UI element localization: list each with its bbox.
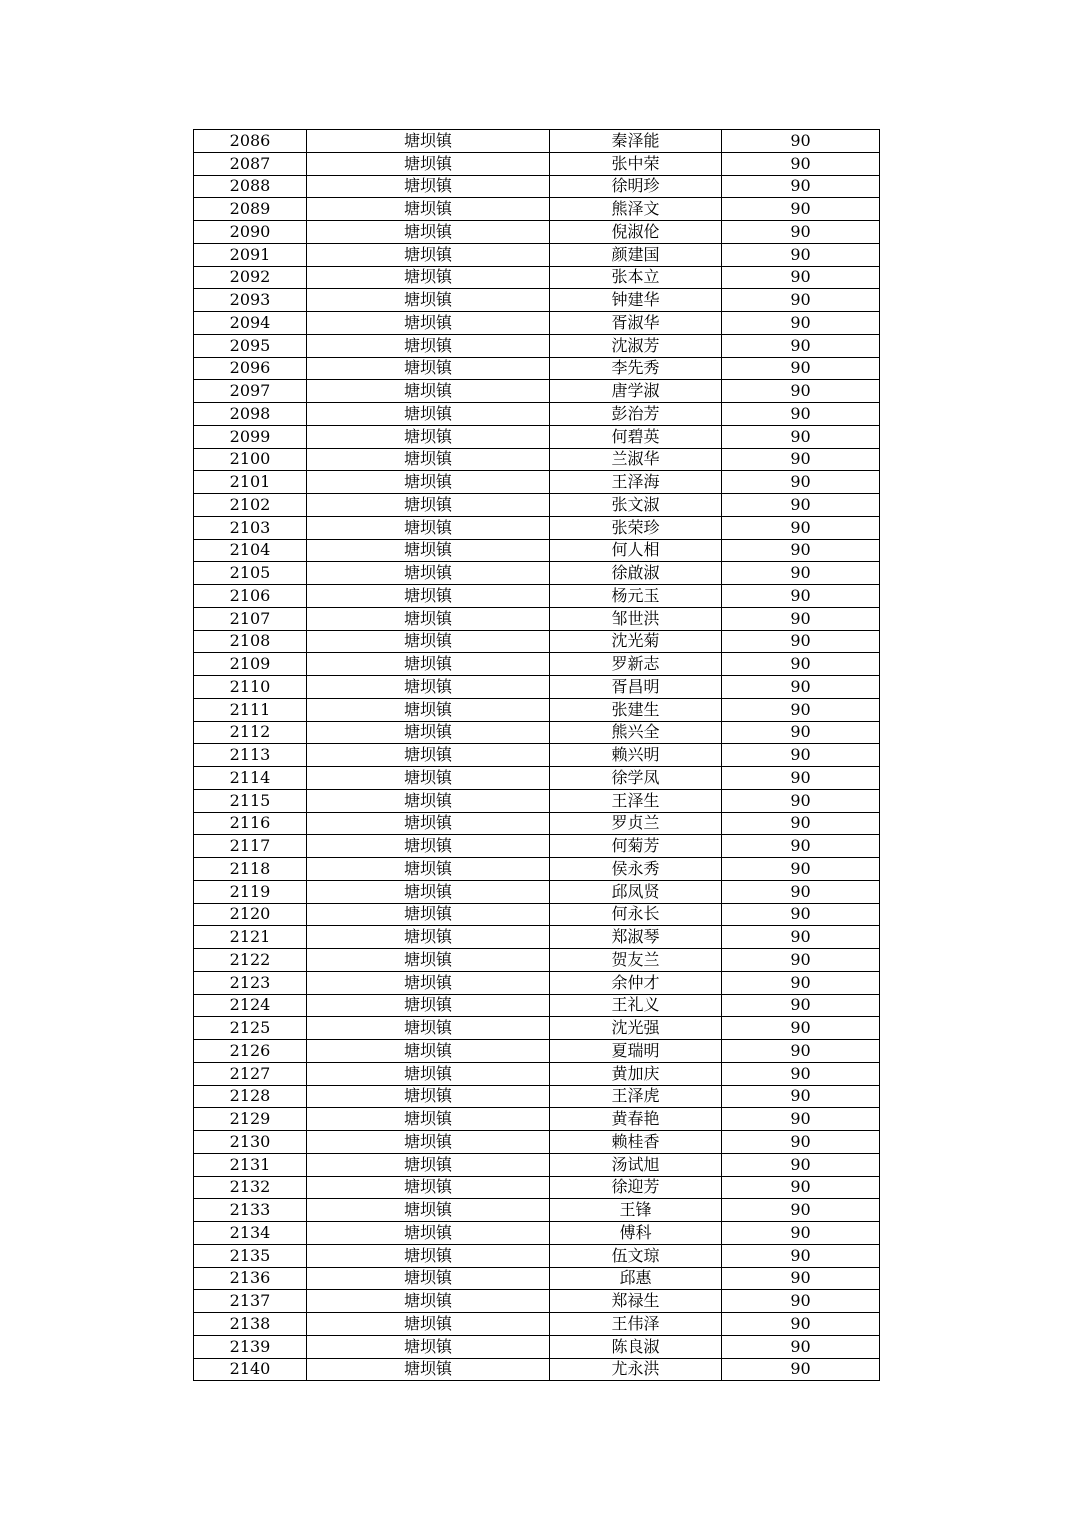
town-cell: 塘坝镇 xyxy=(307,403,550,426)
name-cell: 王泽生 xyxy=(550,789,722,812)
table-row xyxy=(194,1176,880,1199)
name-cell: 何人相 xyxy=(550,539,722,562)
row-number-cell: 2139 xyxy=(194,1335,307,1358)
town-cell: 塘坝镇 xyxy=(307,425,550,448)
value-cell: 90 xyxy=(722,880,880,903)
value-cell: 90 xyxy=(722,1131,880,1154)
town-cell: 塘坝镇 xyxy=(307,1131,550,1154)
table-row xyxy=(194,198,880,221)
town-cell: 塘坝镇 xyxy=(307,744,550,767)
town-cell: 塘坝镇 xyxy=(307,767,550,790)
town-cell: 塘坝镇 xyxy=(307,289,550,312)
value-cell: 90 xyxy=(722,539,880,562)
town-cell: 塘坝镇 xyxy=(307,789,550,812)
town-cell: 塘坝镇 xyxy=(307,676,550,699)
name-cell: 王泽海 xyxy=(550,471,722,494)
name-cell: 何碧英 xyxy=(550,425,722,448)
table-row xyxy=(194,175,880,198)
town-cell: 塘坝镇 xyxy=(307,243,550,266)
table-row xyxy=(194,380,880,403)
name-cell: 沈光强 xyxy=(550,1017,722,1040)
table-row xyxy=(194,1267,880,1290)
town-cell: 塘坝镇 xyxy=(307,494,550,517)
town-cell: 塘坝镇 xyxy=(307,698,550,721)
value-cell: 90 xyxy=(722,971,880,994)
table-row xyxy=(194,516,880,539)
table-row xyxy=(194,1358,880,1381)
town-cell: 塘坝镇 xyxy=(307,1358,550,1381)
value-cell: 90 xyxy=(722,585,880,608)
row-number-cell: 2137 xyxy=(194,1290,307,1313)
name-cell: 颜建国 xyxy=(550,243,722,266)
town-cell: 塘坝镇 xyxy=(307,1085,550,1108)
town-cell: 塘坝镇 xyxy=(307,448,550,471)
table-row xyxy=(194,1131,880,1154)
value-cell: 90 xyxy=(722,698,880,721)
town-cell: 塘坝镇 xyxy=(307,1108,550,1131)
row-number-cell: 2126 xyxy=(194,1040,307,1063)
row-number-cell: 2121 xyxy=(194,926,307,949)
table-row xyxy=(194,539,880,562)
row-number-cell: 2106 xyxy=(194,585,307,608)
table-row xyxy=(194,994,880,1017)
town-cell: 塘坝镇 xyxy=(307,1176,550,1199)
table-row xyxy=(194,835,880,858)
table-row xyxy=(194,448,880,471)
value-cell: 90 xyxy=(722,198,880,221)
value-cell: 90 xyxy=(722,835,880,858)
table-row xyxy=(194,1222,880,1245)
value-cell: 90 xyxy=(722,494,880,517)
town-cell: 塘坝镇 xyxy=(307,607,550,630)
name-cell: 钟建华 xyxy=(550,289,722,312)
name-cell: 徐明珍 xyxy=(550,175,722,198)
row-number-cell: 2089 xyxy=(194,198,307,221)
table-row xyxy=(194,971,880,994)
name-cell: 王伟泽 xyxy=(550,1313,722,1336)
row-number-cell: 2093 xyxy=(194,289,307,312)
name-cell: 何永长 xyxy=(550,903,722,926)
table-row xyxy=(194,1290,880,1313)
row-number-cell: 2103 xyxy=(194,516,307,539)
town-cell: 塘坝镇 xyxy=(307,585,550,608)
row-number-cell: 2105 xyxy=(194,562,307,585)
row-number-cell: 2092 xyxy=(194,266,307,289)
table-row xyxy=(194,243,880,266)
row-number-cell: 2102 xyxy=(194,494,307,517)
name-cell: 侯永秀 xyxy=(550,858,722,881)
town-cell: 塘坝镇 xyxy=(307,1290,550,1313)
row-number-cell: 2125 xyxy=(194,1017,307,1040)
row-number-cell: 2091 xyxy=(194,243,307,266)
name-cell: 张本立 xyxy=(550,266,722,289)
name-cell: 汤试旭 xyxy=(550,1153,722,1176)
row-number-cell: 2086 xyxy=(194,130,307,153)
name-cell: 邱惠 xyxy=(550,1267,722,1290)
value-cell: 90 xyxy=(722,1358,880,1381)
value-cell: 90 xyxy=(722,562,880,585)
name-cell: 张中荣 xyxy=(550,152,722,175)
table-row xyxy=(194,812,880,835)
value-cell: 90 xyxy=(722,767,880,790)
table-row xyxy=(194,676,880,699)
value-cell: 90 xyxy=(722,653,880,676)
row-number-cell: 2101 xyxy=(194,471,307,494)
town-cell: 塘坝镇 xyxy=(307,1199,550,1222)
town-cell: 塘坝镇 xyxy=(307,926,550,949)
value-cell: 90 xyxy=(722,812,880,835)
name-cell: 赖兴明 xyxy=(550,744,722,767)
town-cell: 塘坝镇 xyxy=(307,1040,550,1063)
row-number-cell: 2113 xyxy=(194,744,307,767)
row-number-cell: 2118 xyxy=(194,858,307,881)
town-cell: 塘坝镇 xyxy=(307,812,550,835)
table-row xyxy=(194,789,880,812)
name-cell: 傅科 xyxy=(550,1222,722,1245)
name-cell: 陈良淑 xyxy=(550,1335,722,1358)
name-cell: 黄加庆 xyxy=(550,1062,722,1085)
value-cell: 90 xyxy=(722,1085,880,1108)
town-cell: 塘坝镇 xyxy=(307,1153,550,1176)
town-cell: 塘坝镇 xyxy=(307,630,550,653)
town-cell: 塘坝镇 xyxy=(307,721,550,744)
name-cell: 兰淑华 xyxy=(550,448,722,471)
table-row xyxy=(194,1199,880,1222)
row-number-cell: 2117 xyxy=(194,835,307,858)
row-number-cell: 2130 xyxy=(194,1131,307,1154)
table-row xyxy=(194,1062,880,1085)
town-cell: 塘坝镇 xyxy=(307,1244,550,1267)
town-cell: 塘坝镇 xyxy=(307,835,550,858)
value-cell: 90 xyxy=(722,744,880,767)
town-cell: 塘坝镇 xyxy=(307,994,550,1017)
value-cell: 90 xyxy=(722,221,880,244)
town-cell: 塘坝镇 xyxy=(307,1017,550,1040)
town-cell: 塘坝镇 xyxy=(307,539,550,562)
value-cell: 90 xyxy=(722,448,880,471)
name-cell: 秦泽能 xyxy=(550,130,722,153)
table-row xyxy=(194,130,880,153)
row-number-cell: 2135 xyxy=(194,1244,307,1267)
row-number-cell: 2090 xyxy=(194,221,307,244)
table-row xyxy=(194,289,880,312)
town-cell: 塘坝镇 xyxy=(307,516,550,539)
name-cell: 彭治芳 xyxy=(550,403,722,426)
table-row xyxy=(194,698,880,721)
row-number-cell: 2138 xyxy=(194,1313,307,1336)
value-cell: 90 xyxy=(722,152,880,175)
value-cell: 90 xyxy=(722,1108,880,1131)
row-number-cell: 2108 xyxy=(194,630,307,653)
table-row xyxy=(194,653,880,676)
name-cell: 伍文琼 xyxy=(550,1244,722,1267)
row-number-cell: 2140 xyxy=(194,1358,307,1381)
table-row xyxy=(194,1040,880,1063)
row-number-cell: 2122 xyxy=(194,949,307,972)
value-cell: 90 xyxy=(722,1222,880,1245)
table-row xyxy=(194,585,880,608)
town-cell: 塘坝镇 xyxy=(307,357,550,380)
name-cell: 熊泽文 xyxy=(550,198,722,221)
town-cell: 塘坝镇 xyxy=(307,858,550,881)
value-cell: 90 xyxy=(722,1199,880,1222)
value-cell: 90 xyxy=(722,1290,880,1313)
value-cell: 90 xyxy=(722,721,880,744)
name-cell: 张荣珍 xyxy=(550,516,722,539)
row-number-cell: 2111 xyxy=(194,698,307,721)
value-cell: 90 xyxy=(722,630,880,653)
table-row xyxy=(194,1017,880,1040)
table-row xyxy=(194,494,880,517)
name-cell: 尤永洪 xyxy=(550,1358,722,1381)
town-cell: 塘坝镇 xyxy=(307,175,550,198)
name-cell: 王礼义 xyxy=(550,994,722,1017)
row-number-cell: 2131 xyxy=(194,1153,307,1176)
town-cell: 塘坝镇 xyxy=(307,1335,550,1358)
row-number-cell: 2120 xyxy=(194,903,307,926)
value-cell: 90 xyxy=(722,425,880,448)
town-cell: 塘坝镇 xyxy=(307,903,550,926)
row-number-cell: 2114 xyxy=(194,767,307,790)
name-cell: 张建生 xyxy=(550,698,722,721)
row-number-cell: 2112 xyxy=(194,721,307,744)
value-cell: 90 xyxy=(722,357,880,380)
value-cell: 90 xyxy=(722,130,880,153)
table-row xyxy=(194,744,880,767)
row-number-cell: 2096 xyxy=(194,357,307,380)
value-cell: 90 xyxy=(722,471,880,494)
table-row xyxy=(194,858,880,881)
table-row xyxy=(194,721,880,744)
row-number-cell: 2087 xyxy=(194,152,307,175)
row-number-cell: 2115 xyxy=(194,789,307,812)
town-cell: 塘坝镇 xyxy=(307,198,550,221)
name-cell: 王锋 xyxy=(550,1199,722,1222)
table-row xyxy=(194,903,880,926)
value-cell: 90 xyxy=(722,403,880,426)
name-cell: 李先秀 xyxy=(550,357,722,380)
row-number-cell: 2109 xyxy=(194,653,307,676)
row-number-cell: 2094 xyxy=(194,312,307,335)
name-cell: 余仲才 xyxy=(550,971,722,994)
name-cell: 罗贞兰 xyxy=(550,812,722,835)
value-cell: 90 xyxy=(722,1335,880,1358)
town-cell: 塘坝镇 xyxy=(307,471,550,494)
table-row xyxy=(194,1085,880,1108)
town-cell: 塘坝镇 xyxy=(307,562,550,585)
table-row xyxy=(194,221,880,244)
row-number-cell: 2119 xyxy=(194,880,307,903)
town-cell: 塘坝镇 xyxy=(307,1313,550,1336)
value-cell: 90 xyxy=(722,380,880,403)
town-cell: 塘坝镇 xyxy=(307,380,550,403)
row-number-cell: 2098 xyxy=(194,403,307,426)
row-number-cell: 2123 xyxy=(194,971,307,994)
town-cell: 塘坝镇 xyxy=(307,152,550,175)
value-cell: 90 xyxy=(722,175,880,198)
table-row xyxy=(194,630,880,653)
town-cell: 塘坝镇 xyxy=(307,949,550,972)
value-cell: 90 xyxy=(722,243,880,266)
value-cell: 90 xyxy=(722,1313,880,1336)
table-row xyxy=(194,425,880,448)
town-cell: 塘坝镇 xyxy=(307,221,550,244)
table-row xyxy=(194,1108,880,1131)
value-cell: 90 xyxy=(722,1017,880,1040)
value-cell: 90 xyxy=(722,1040,880,1063)
row-number-cell: 2099 xyxy=(194,425,307,448)
town-cell: 塘坝镇 xyxy=(307,653,550,676)
name-cell: 徐学凤 xyxy=(550,767,722,790)
table-row xyxy=(194,562,880,585)
value-cell: 90 xyxy=(722,334,880,357)
row-number-cell: 2129 xyxy=(194,1108,307,1131)
table-row xyxy=(194,403,880,426)
table-row xyxy=(194,880,880,903)
name-cell: 郑禄生 xyxy=(550,1290,722,1313)
name-cell: 胥昌明 xyxy=(550,676,722,699)
name-cell: 徐啟淑 xyxy=(550,562,722,585)
value-cell: 90 xyxy=(722,289,880,312)
town-cell: 塘坝镇 xyxy=(307,130,550,153)
name-cell: 郑淑琴 xyxy=(550,926,722,949)
value-cell: 90 xyxy=(722,676,880,699)
name-cell: 贺友兰 xyxy=(550,949,722,972)
table-row xyxy=(194,607,880,630)
value-cell: 90 xyxy=(722,516,880,539)
town-cell: 塘坝镇 xyxy=(307,971,550,994)
name-cell: 熊兴全 xyxy=(550,721,722,744)
row-number-cell: 2110 xyxy=(194,676,307,699)
value-cell: 90 xyxy=(722,1153,880,1176)
value-cell: 90 xyxy=(722,1176,880,1199)
table-row xyxy=(194,357,880,380)
name-cell: 何菊芳 xyxy=(550,835,722,858)
row-number-cell: 2133 xyxy=(194,1199,307,1222)
table-row xyxy=(194,152,880,175)
table-row xyxy=(194,471,880,494)
name-cell: 倪淑伦 xyxy=(550,221,722,244)
row-number-cell: 2104 xyxy=(194,539,307,562)
row-number-cell: 2132 xyxy=(194,1176,307,1199)
name-cell: 张文淑 xyxy=(550,494,722,517)
name-cell: 黄春艳 xyxy=(550,1108,722,1131)
name-cell: 徐迎芳 xyxy=(550,1176,722,1199)
town-cell: 塘坝镇 xyxy=(307,1222,550,1245)
name-cell: 罗新志 xyxy=(550,653,722,676)
table-row xyxy=(194,312,880,335)
town-cell: 塘坝镇 xyxy=(307,312,550,335)
town-cell: 塘坝镇 xyxy=(307,1267,550,1290)
table-row xyxy=(194,334,880,357)
row-number-cell: 2116 xyxy=(194,812,307,835)
row-number-cell: 2088 xyxy=(194,175,307,198)
town-cell: 塘坝镇 xyxy=(307,334,550,357)
value-cell: 90 xyxy=(722,949,880,972)
table-row xyxy=(194,266,880,289)
town-cell: 塘坝镇 xyxy=(307,880,550,903)
table-row xyxy=(194,767,880,790)
value-cell: 90 xyxy=(722,1244,880,1267)
name-cell: 赖桂香 xyxy=(550,1131,722,1154)
name-cell: 杨元玉 xyxy=(550,585,722,608)
value-cell: 90 xyxy=(722,858,880,881)
table-row xyxy=(194,926,880,949)
table-row xyxy=(194,1153,880,1176)
value-cell: 90 xyxy=(722,1062,880,1085)
name-cell: 沈淑芳 xyxy=(550,334,722,357)
name-cell: 夏瑞明 xyxy=(550,1040,722,1063)
table-row xyxy=(194,1313,880,1336)
row-number-cell: 2128 xyxy=(194,1085,307,1108)
value-cell: 90 xyxy=(722,312,880,335)
row-number-cell: 2100 xyxy=(194,448,307,471)
value-cell: 90 xyxy=(722,926,880,949)
row-number-cell: 2095 xyxy=(194,334,307,357)
name-cell: 王泽虎 xyxy=(550,1085,722,1108)
value-cell: 90 xyxy=(722,266,880,289)
data-table xyxy=(193,129,880,1381)
name-cell: 邱凤贤 xyxy=(550,880,722,903)
table-body xyxy=(194,130,880,1381)
value-cell: 90 xyxy=(722,1267,880,1290)
row-number-cell: 2107 xyxy=(194,607,307,630)
table-row xyxy=(194,949,880,972)
value-cell: 90 xyxy=(722,994,880,1017)
row-number-cell: 2097 xyxy=(194,380,307,403)
value-cell: 90 xyxy=(722,607,880,630)
name-cell: 邹世洪 xyxy=(550,607,722,630)
table-row xyxy=(194,1244,880,1267)
name-cell: 胥淑华 xyxy=(550,312,722,335)
row-number-cell: 2134 xyxy=(194,1222,307,1245)
name-cell: 唐学淑 xyxy=(550,380,722,403)
table-row xyxy=(194,1335,880,1358)
town-cell: 塘坝镇 xyxy=(307,266,550,289)
name-cell: 沈光菊 xyxy=(550,630,722,653)
value-cell: 90 xyxy=(722,789,880,812)
town-cell: 塘坝镇 xyxy=(307,1062,550,1085)
row-number-cell: 2127 xyxy=(194,1062,307,1085)
value-cell: 90 xyxy=(722,903,880,926)
row-number-cell: 2136 xyxy=(194,1267,307,1290)
row-number-cell: 2124 xyxy=(194,994,307,1017)
